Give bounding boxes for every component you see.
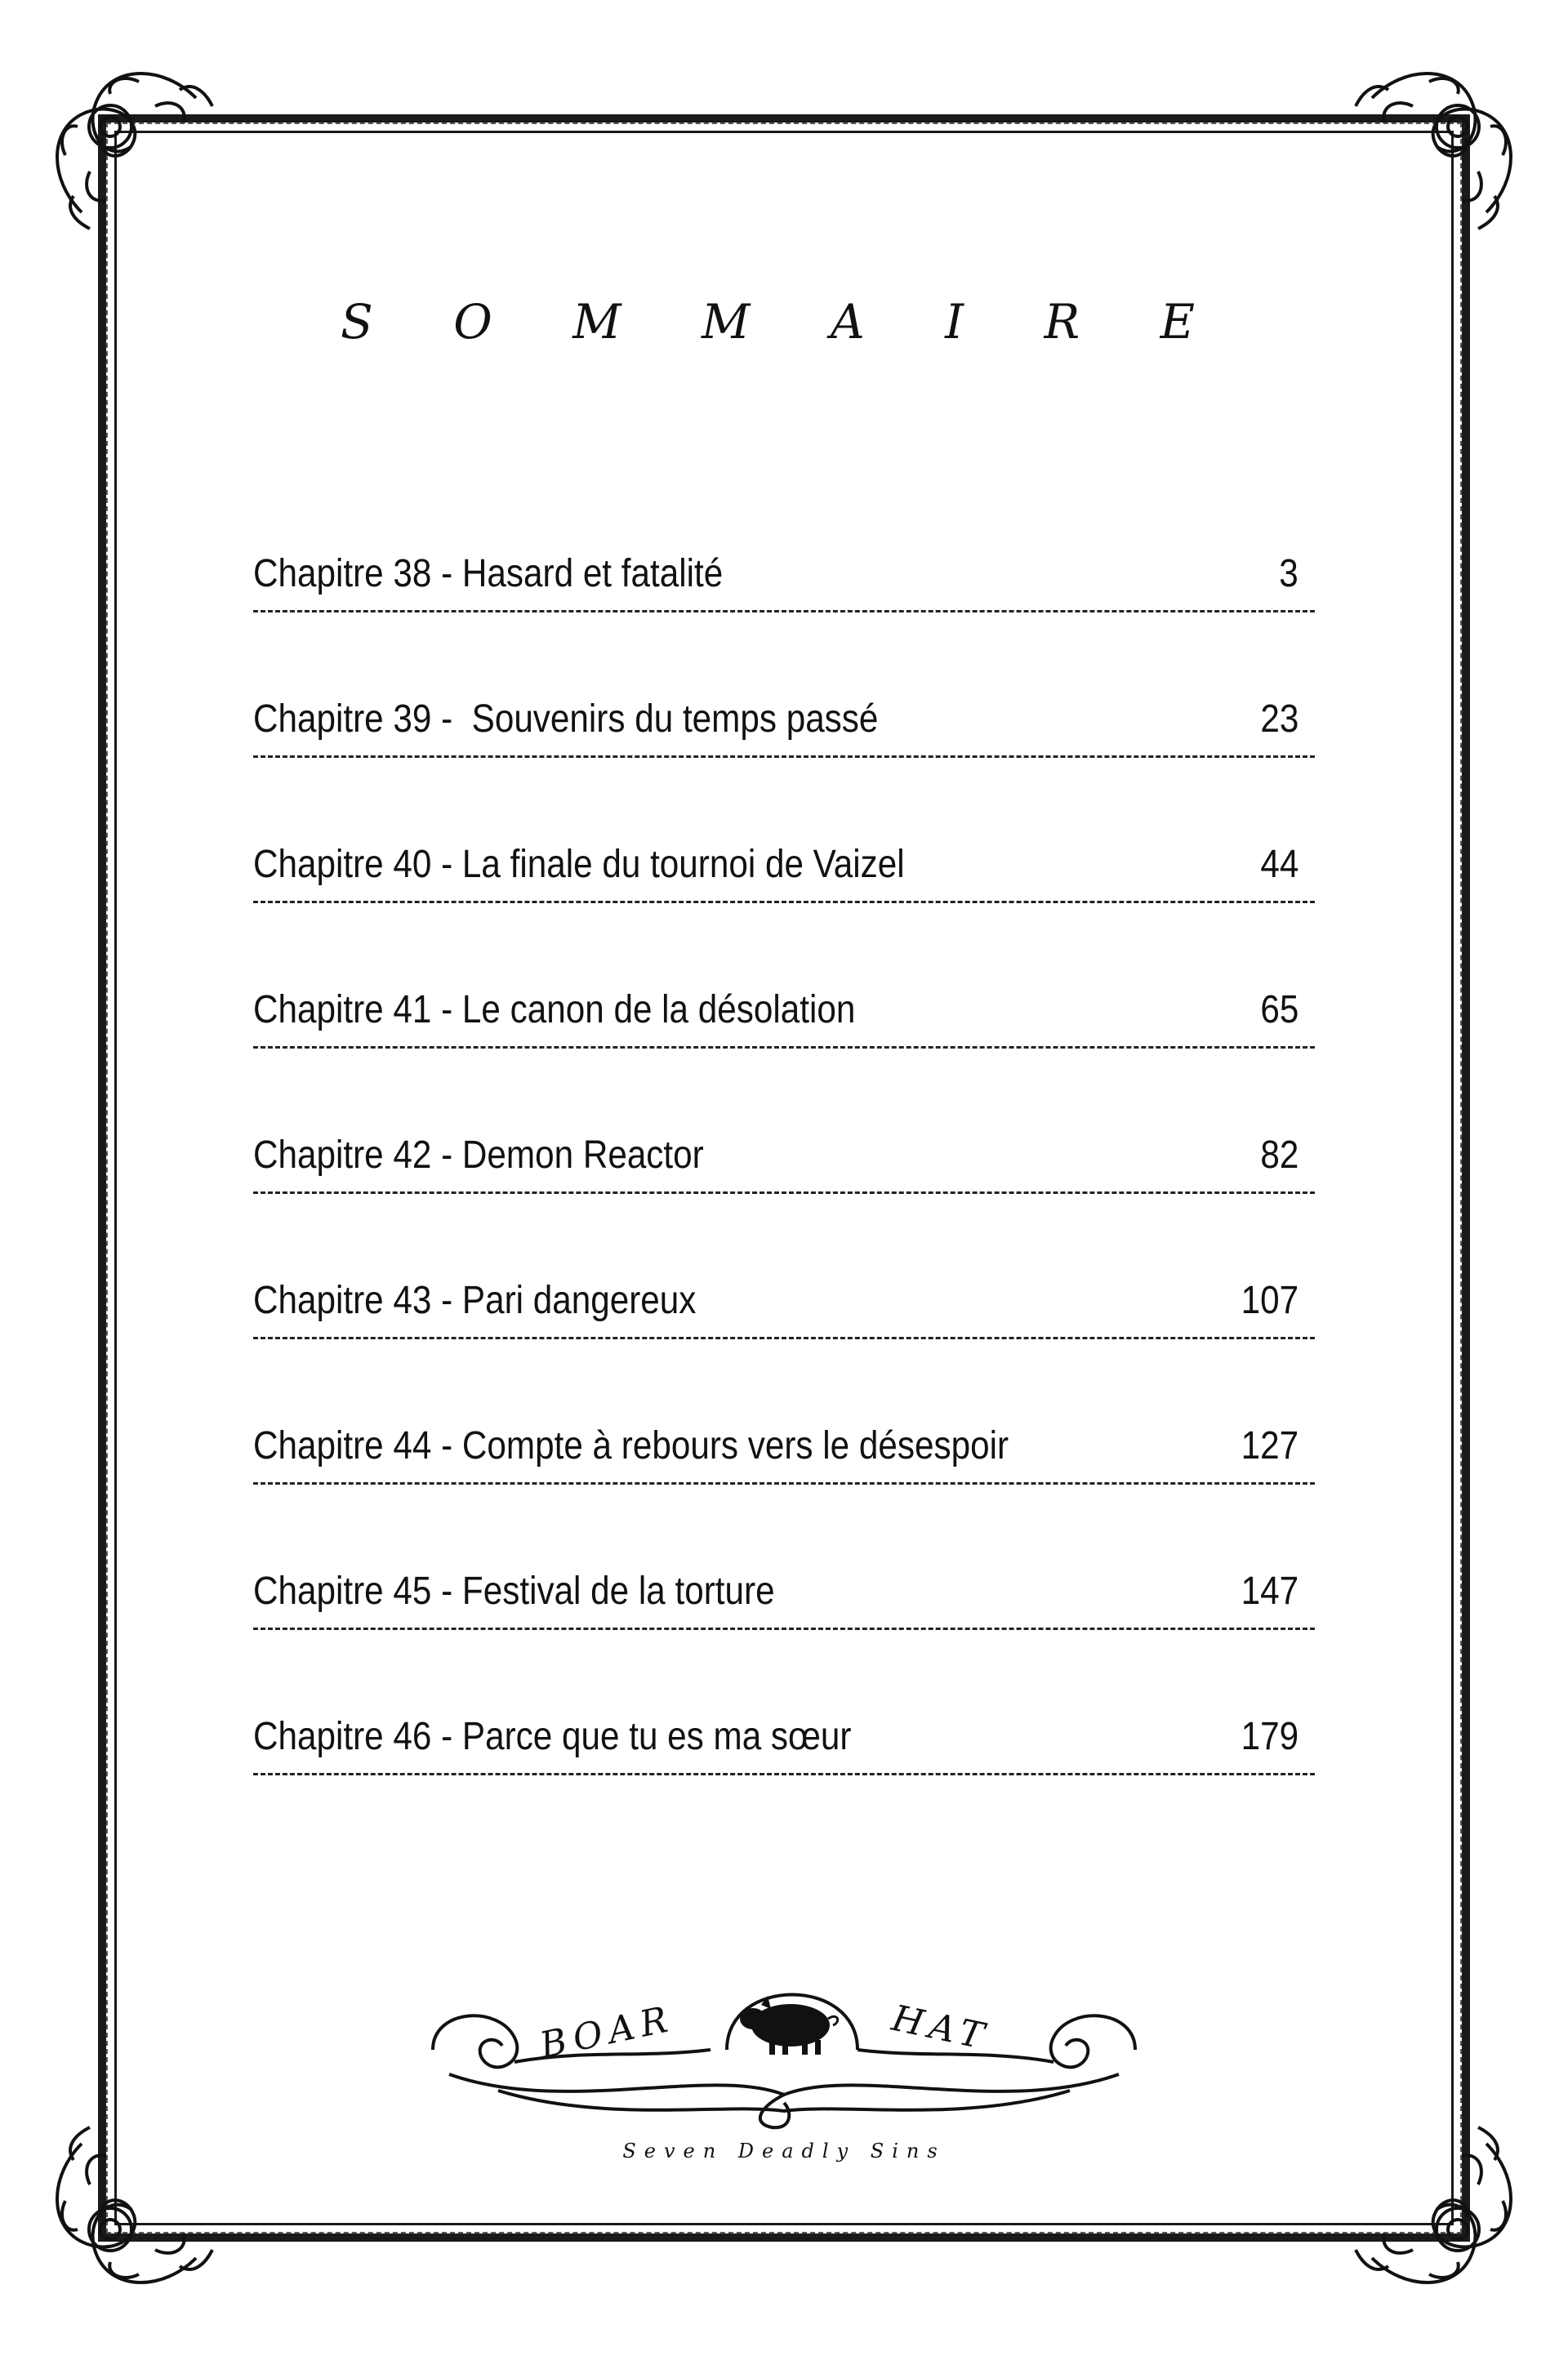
toc-entry-title: Chapitre 44 - Compte à rebours vers le désespoir [253, 1424, 1009, 1467]
toc-entry [253, 1116, 1315, 1262]
dotted-leader [253, 1628, 1315, 1630]
toc-entry [253, 535, 1315, 680]
toc-entry-page: 44 [1260, 843, 1298, 886]
ornamental-scroll-icon [33, 2111, 229, 2307]
dotted-leader [253, 755, 1315, 758]
toc-entry-page: 23 [1260, 697, 1298, 741]
logo-word-right: HAT [888, 1997, 994, 2059]
toc-entry-title: Chapitre 45 - Festival de la torture [253, 1570, 775, 1613]
toc-entry-title: Chapitre 40 - La finale du tournoi de Vaizel [253, 843, 905, 886]
toc-entry-page: 65 [1260, 988, 1298, 1031]
logo-word-left: BOAR [536, 1997, 678, 2067]
toc-entry [253, 1552, 1315, 1698]
toc-entry [253, 971, 1315, 1116]
toc-entry-page: 127 [1241, 1424, 1298, 1467]
dotted-leader [253, 1046, 1315, 1049]
toc-entry [253, 1262, 1315, 1407]
toc-entry-page: 82 [1260, 1133, 1298, 1177]
toc-entry-title: Chapitre 42 - Demon Reactor [253, 1133, 704, 1177]
dotted-leader [253, 1773, 1315, 1775]
logo-subtitle: Seven Deadly Sins [622, 2140, 946, 2162]
toc-entry-title: Chapitre 43 - Pari dangereux [253, 1279, 697, 1322]
toc-entry [253, 1407, 1315, 1552]
toc-entry-title: Chapitre 38 - Hasard et fatalité [253, 552, 724, 595]
page-title: S O M M A I R E [341, 294, 1227, 350]
toc-entry [253, 826, 1315, 971]
dotted-leader [253, 1337, 1315, 1339]
dotted-leader [253, 1482, 1315, 1485]
dotted-leader [253, 1191, 1315, 1194]
ornamental-scroll-icon [1339, 2111, 1535, 2307]
toc-entry-title: Chapitre 41 - Le canon de la désolation [253, 988, 856, 1031]
toc-entry-page: 179 [1241, 1715, 1298, 1758]
boar-hat-logo [400, 1927, 1168, 2164]
toc-entry [253, 680, 1315, 826]
toc-entry [253, 1698, 1315, 1843]
ornamental-scroll-icon [1339, 49, 1535, 245]
toc-entry-title: Chapitre 46 - Parce que tu es ma sœur [253, 1715, 852, 1758]
table-of-contents [253, 535, 1315, 1843]
toc-entry-page: 107 [1241, 1279, 1298, 1322]
dotted-leader [253, 901, 1315, 903]
dotted-leader [253, 610, 1315, 612]
ornamental-scroll-icon [33, 49, 229, 245]
toc-entry-title: Chapitre 39 - Souvenirs du temps passé [253, 697, 879, 741]
toc-entry-page: 147 [1241, 1570, 1298, 1613]
toc-entry-page: 3 [1279, 552, 1298, 595]
